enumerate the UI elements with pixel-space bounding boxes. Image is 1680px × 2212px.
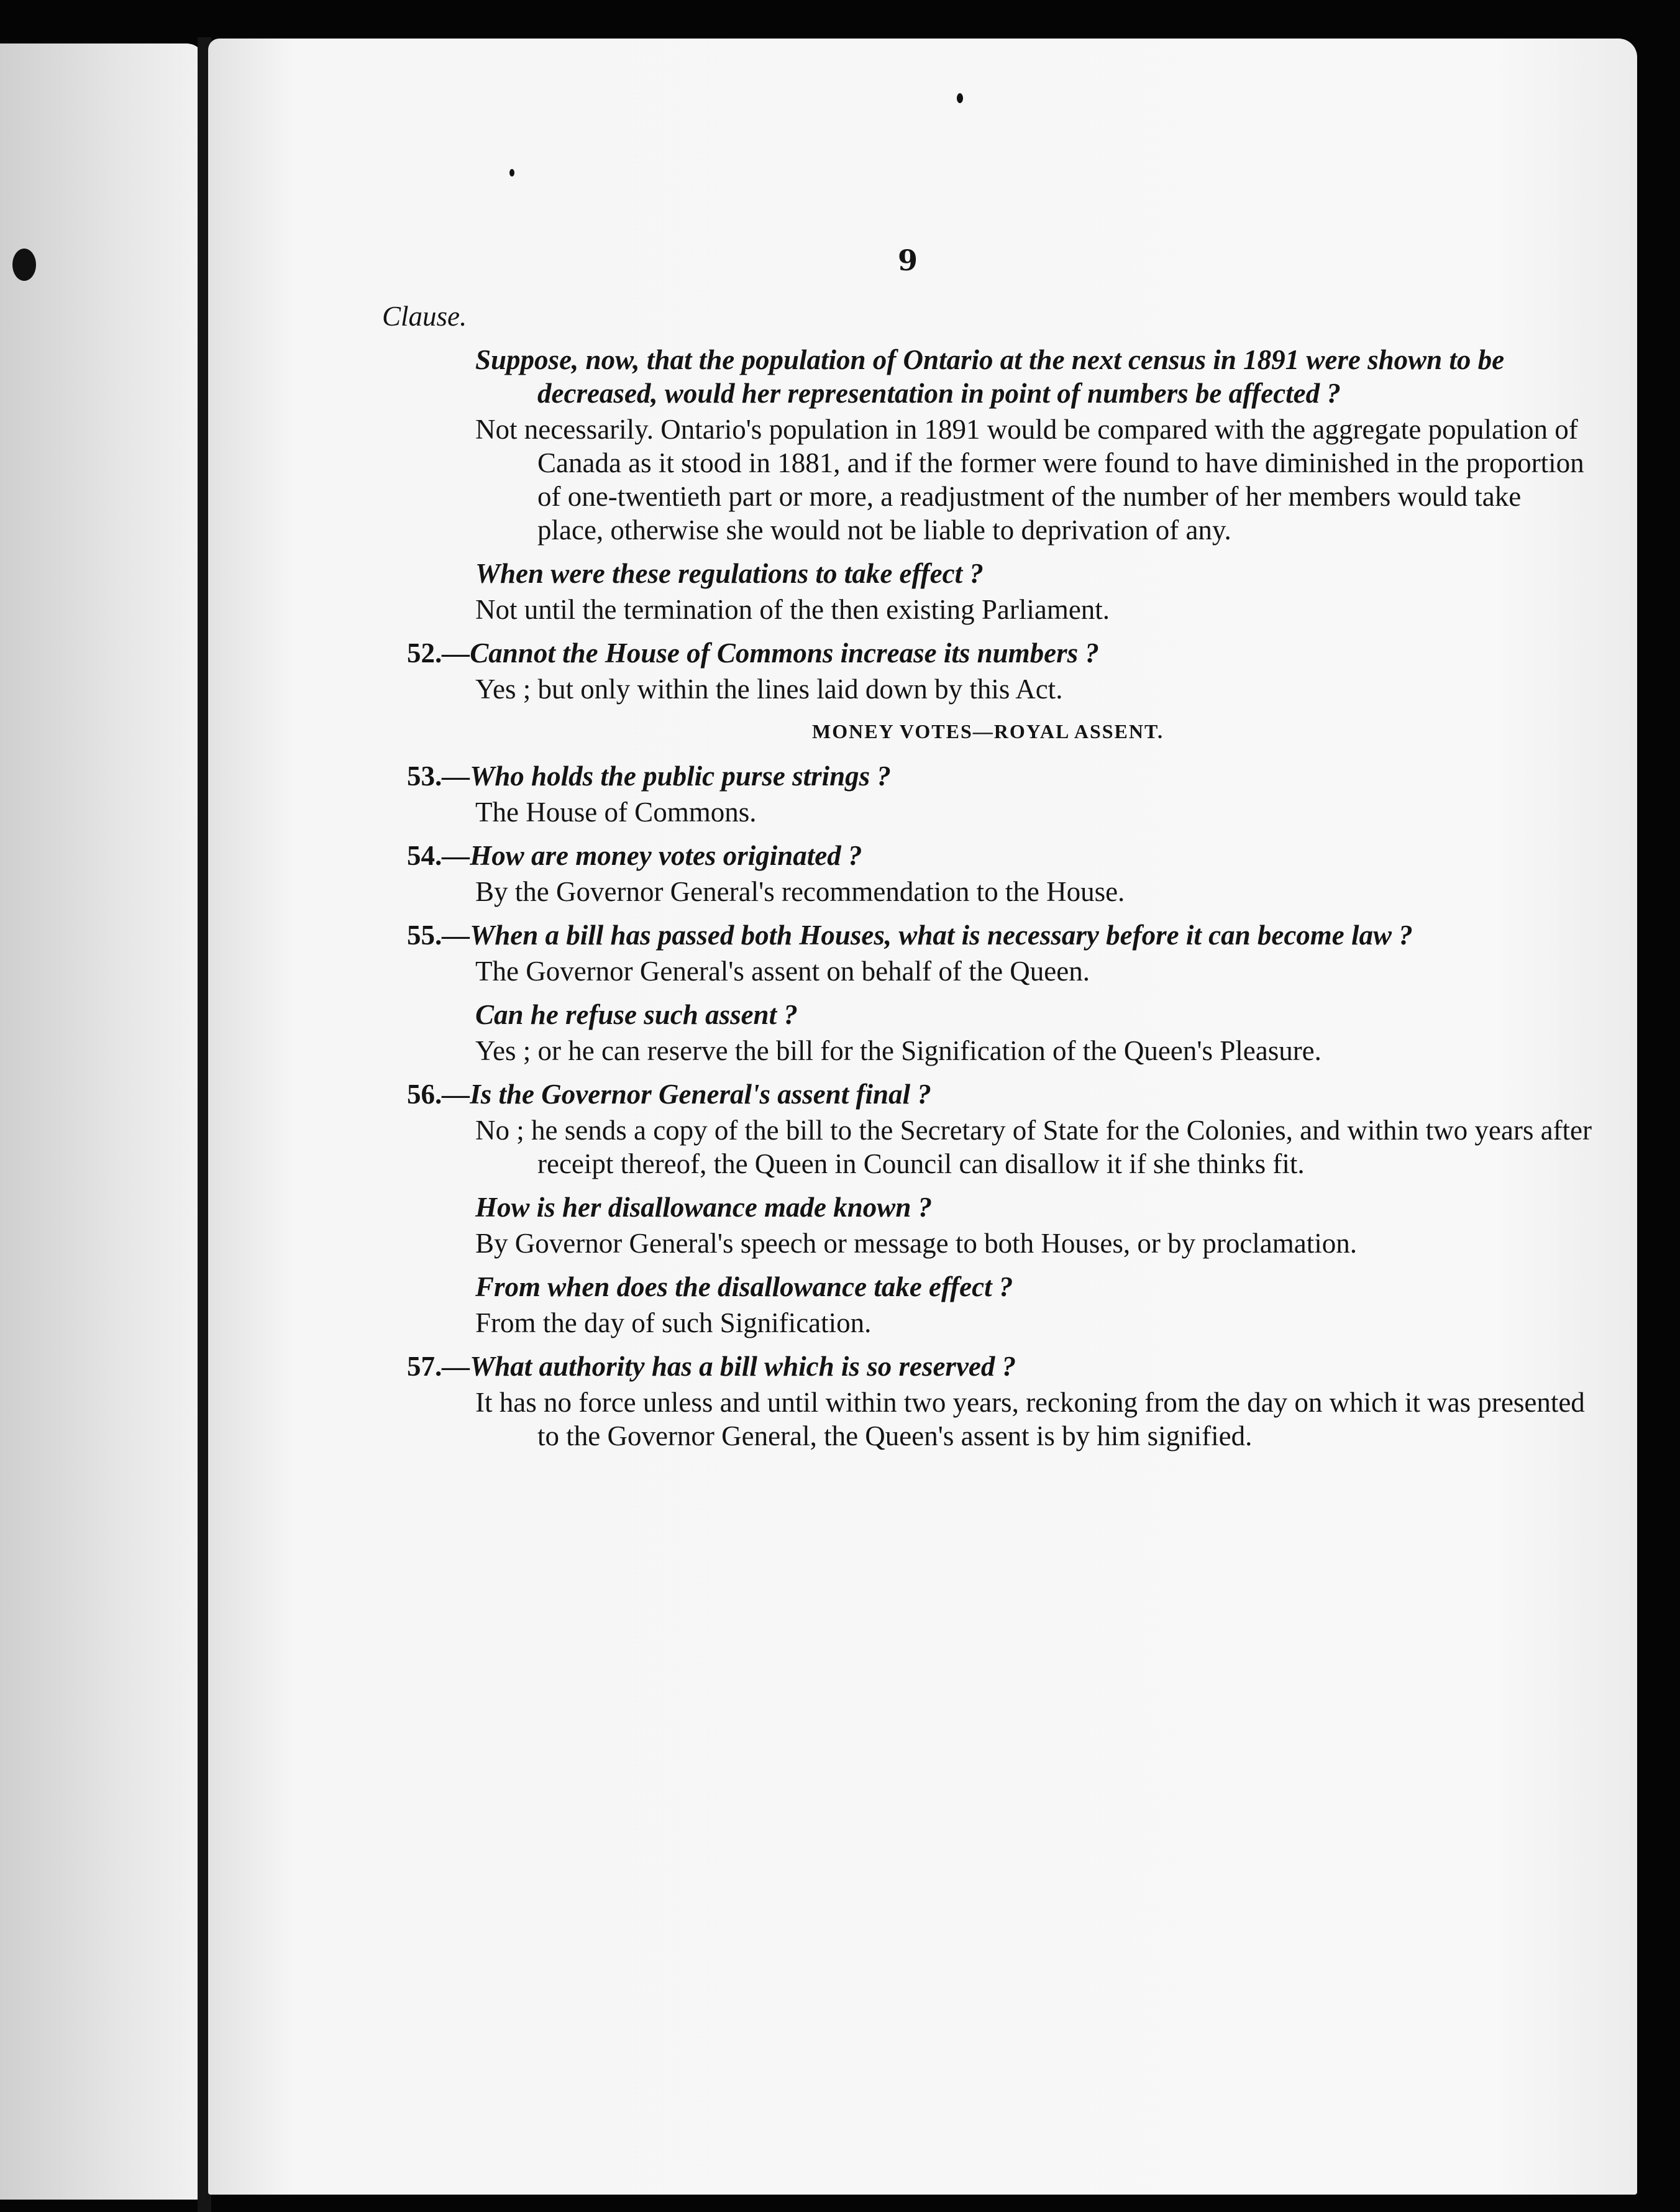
clause-label: Clause. [382,301,467,332]
answer-55: The Governor General's assent on behalf of the Queen. [475,956,1090,987]
clause-number-55: 55. [407,920,442,951]
question-57 [407,1350,1594,1383]
clause-number-52: 52. [407,638,442,669]
question-56c: From when does the disallowance take effect ? [475,1271,1013,1302]
answer-56c: From the day of such Signification. [475,1307,872,1338]
answer-56: No ; he sends a copy of the bill to the Secretary of State for the Colonies, and within two years after receipt thereof, the Queen in Council can disallow it if she thinks fit. [475,1115,1592,1179]
question-56b: How is her disallowance made known ? [475,1192,933,1223]
page-text [382,299,1594,1455]
answer-53: The House of Commons. [475,797,757,828]
question-56-text: —Is the Governor General's assent final ? [442,1079,931,1110]
answer-57: It has no force unless and until within two years, reckoning from the day on which it was presented to the Governor General, the Queen's assent is by him signified. [475,1387,1585,1451]
question-population: Suppose, now, that the population of Ontario at the next census in 1891 were shown to be decreased, would her representation in point of numbers be affected ? [475,344,1505,409]
answer-56b: By Governor General's speech or message to both Houses, or by proclamation. [475,1228,1357,1259]
clause-number-56: 56. [407,1079,442,1110]
clause-number-57: 57. [407,1351,442,1382]
question-57-text: —What authority has a bill which is so reserved ? [442,1351,1016,1382]
question-54 [407,839,1594,872]
section-heading: MONEY VOTES—ROYAL ASSENT. [812,720,1164,743]
answer-effect: Not until the termination of the then existing Parliament. [475,594,1110,625]
margin-speck [12,249,36,281]
question-effect: When were these regulations to take effect ? [475,558,984,589]
question-53-text: —Who holds the public purse strings ? [442,761,891,792]
question-55 [407,918,1594,952]
facing-page-edge [0,43,205,2200]
question-56 [407,1077,1594,1111]
print-speck [957,93,963,103]
clause-number-54: 54. [407,840,442,871]
answer-55b: Yes ; or he can reserve the bill for the Signification of the Queen's Pleasure. [475,1035,1322,1066]
question-54-text: —How are money votes originated ? [442,840,862,871]
question-55-text: —When a bill has passed both Houses, what is necessary before it can become law ? [442,920,1413,951]
document-page [208,39,1637,2195]
print-speck [509,169,514,176]
question-52-text: —Cannot the House of Commons increase its numbers ? [442,638,1099,669]
clause-number-53: 53. [407,761,442,792]
question-52 [407,636,1594,670]
answer-population: Not necessarily. Ontario's population in 1891 would be compared with the aggregate population of Canada as it stood in 1881, and if the former were found to have diminished in the proportion of one-twentieth part or more, a readjustment of the number of her members would take place, otherwise she would not be liable to deprivation of any. [475,414,1584,546]
page-number: 9 [898,244,918,277]
question-55b: Can he refuse such assent ? [475,999,798,1030]
question-53 [407,759,1594,793]
answer-54: By the Governor General's recommendation to the House. [475,876,1125,907]
answer-52: Yes ; but only within the lines laid down by this Act. [475,674,1063,705]
